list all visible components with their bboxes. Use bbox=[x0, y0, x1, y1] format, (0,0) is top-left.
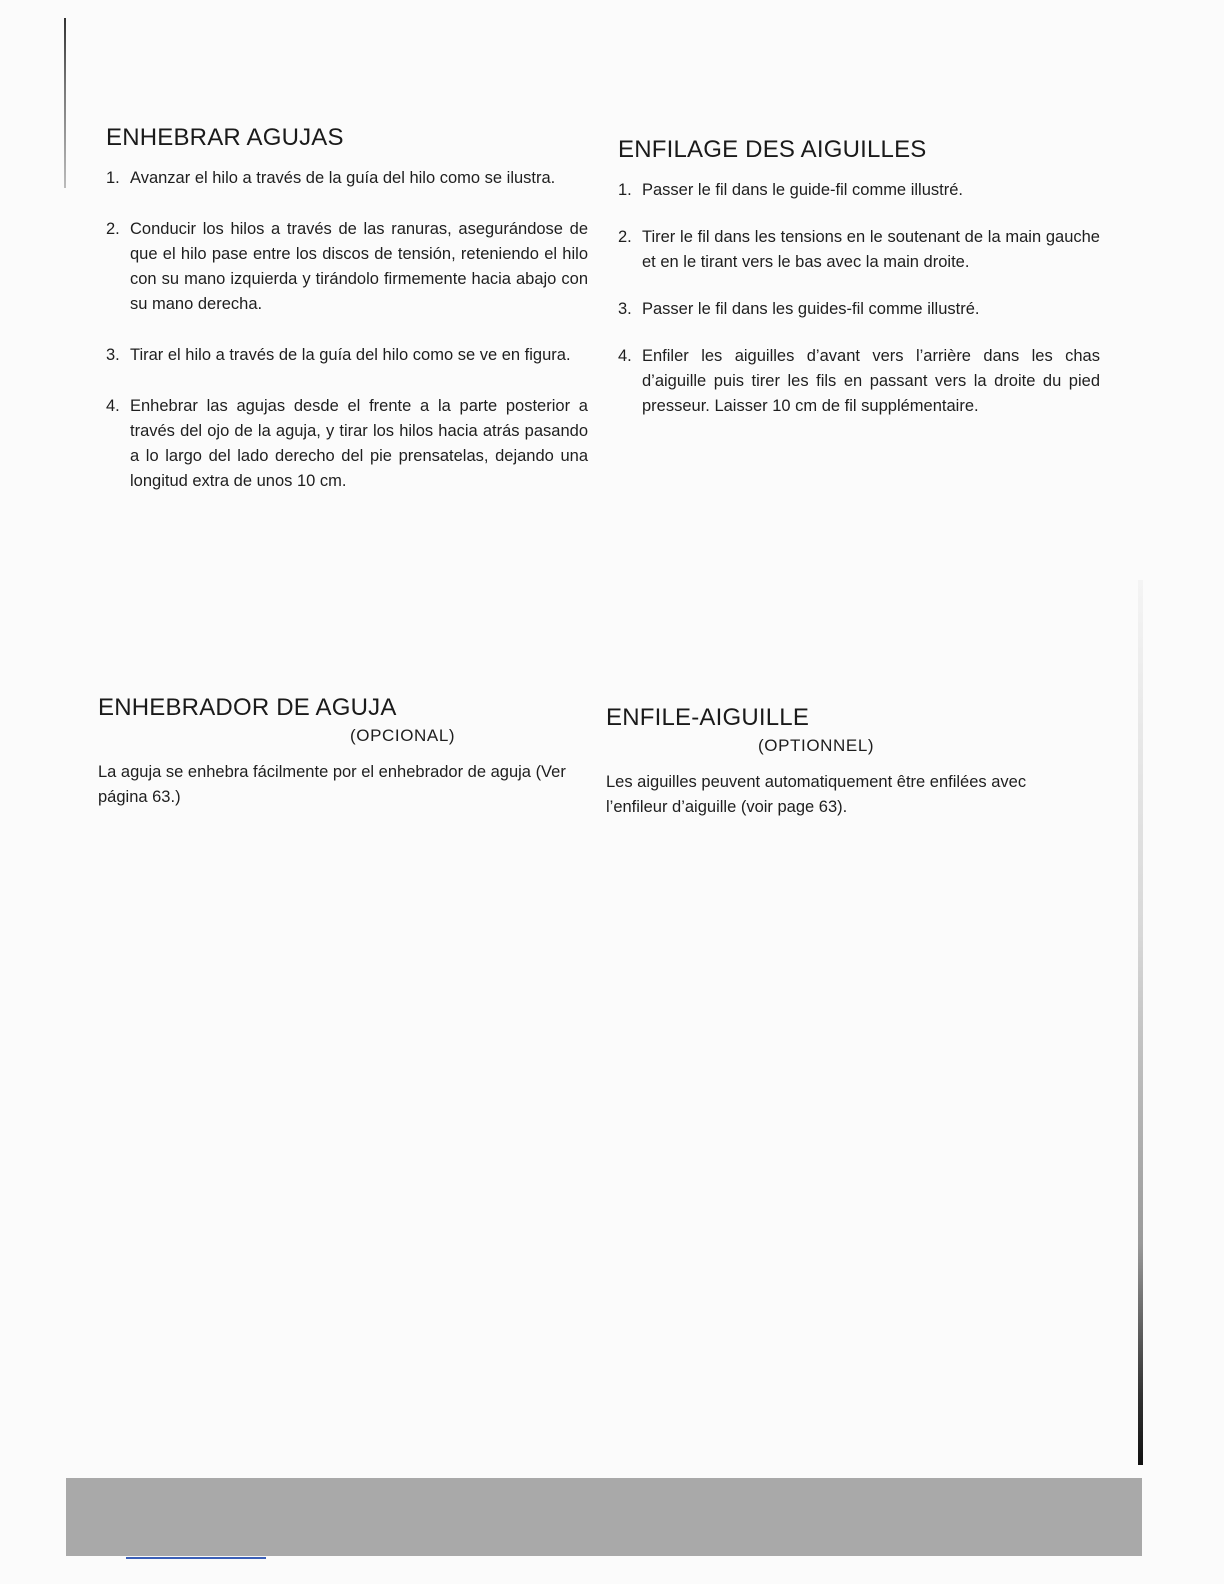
list-item bbox=[618, 225, 1100, 275]
french-steps-list bbox=[618, 178, 1100, 419]
step-text: Tirer le fil dans les tensions en le soutenant de la main gauche et en le tirant vers le bas avec la main droite. bbox=[642, 228, 1100, 271]
step-number: 2. bbox=[106, 220, 120, 238]
spanish-threader-subtitle: (OPCIONAL) bbox=[350, 726, 456, 745]
scan-edge-left bbox=[64, 18, 66, 188]
footer-band bbox=[66, 1478, 1142, 1556]
list-item bbox=[618, 178, 1100, 203]
list-item bbox=[106, 217, 588, 317]
step-number: 2. bbox=[618, 228, 632, 246]
spanish-threader-section bbox=[98, 694, 580, 810]
spanish-threading-section bbox=[106, 124, 588, 520]
step-text: Passer le fil dans les guides-fil comme illustré. bbox=[642, 300, 980, 318]
step-text: Enhebrar las agujas desde el frente a la parte posterior a través del ojo de la aguja, y tirar los hilos hacia atrás pasando a lo largo del lado derecho del pie prensatelas, dejando una longitud extra de unos 10 cm. bbox=[130, 397, 588, 490]
step-text: Avanzar el hilo a través de la guía del hilo como se ilustra. bbox=[130, 169, 556, 187]
step-number: 1. bbox=[618, 181, 632, 199]
spanish-threading-title: ENHEBRAR AGUJAS bbox=[106, 124, 344, 151]
step-number: 3. bbox=[106, 346, 120, 364]
french-threading-title: ENFILAGE DES AIGUILLES bbox=[618, 136, 927, 163]
spanish-threader-text: La aguja se enhebra fácilmente por el enhebrador de aguja (Ver página 63.) bbox=[98, 763, 566, 806]
french-threader-text: Les aiguilles peuvent automatiquement être enfilées avec l’enfileur d’aiguille (voir page 63). bbox=[606, 773, 1027, 816]
step-text: Passer le fil dans le guide-fil comme illustré. bbox=[642, 181, 963, 199]
spanish-threader-title: ENHEBRADOR DE AGUJA bbox=[98, 694, 397, 721]
step-text: Tirar el hilo a través de la guía del hilo como se ve en figura. bbox=[130, 346, 571, 364]
french-threader-subtitle: (OPTIONNEL) bbox=[758, 736, 875, 755]
list-item bbox=[618, 297, 1100, 322]
step-number: 3. bbox=[618, 300, 632, 318]
step-number: 1. bbox=[106, 169, 120, 187]
step-number: 4. bbox=[618, 347, 632, 365]
footer-rule bbox=[126, 1557, 266, 1559]
list-item bbox=[106, 166, 588, 191]
list-item bbox=[618, 344, 1100, 419]
french-threader-section bbox=[606, 704, 1088, 820]
step-text: Conducir los hilos a través de las ranuras, asegurándose de que el hilo pase entre los discos de tensión, reteniendo el hilo con su mano izquierda y tirándolo firmemente hacia abajo con su mano derecha. bbox=[130, 220, 588, 313]
spanish-steps-list bbox=[106, 166, 588, 494]
french-threading-section bbox=[618, 136, 1100, 441]
step-text: Enfiler les aiguilles d’avant vers l’arrière dans les chas d’aiguille puis tirer les fils en passant vers la droite du pied presseur. Laisser 10 cm de fil supplémentaire. bbox=[642, 347, 1100, 415]
french-threader-title: ENFILE-AIGUILLE bbox=[606, 704, 810, 731]
list-item bbox=[106, 343, 588, 368]
step-number: 4. bbox=[106, 397, 120, 415]
scan-edge-right bbox=[1138, 580, 1143, 1465]
list-item bbox=[106, 394, 588, 494]
